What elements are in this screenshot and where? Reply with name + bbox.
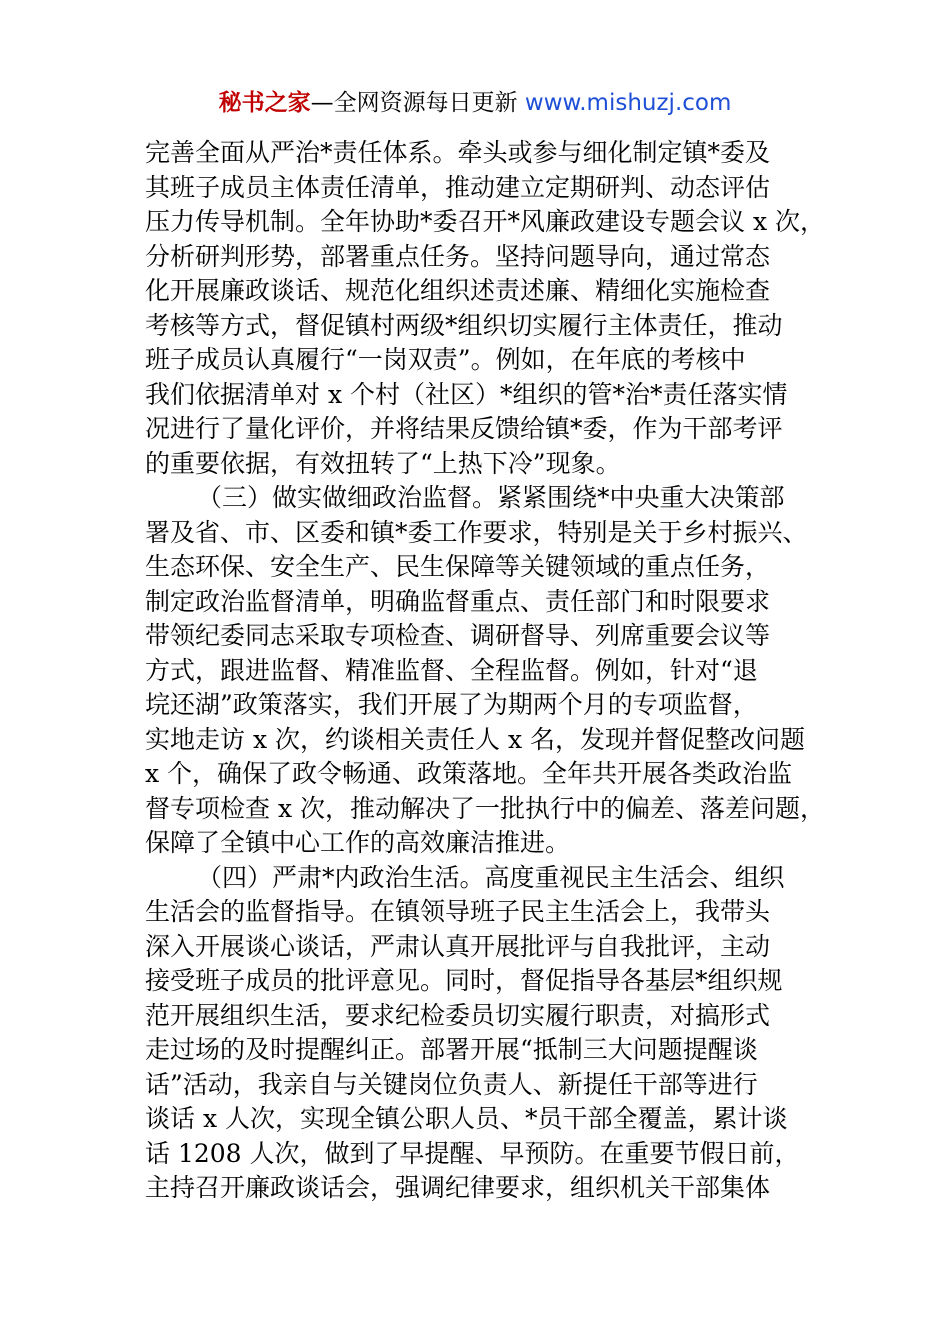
text-line: 深入开展谈心谈话，严肃认真开展批评与自我批评，主动 <box>145 931 771 961</box>
text-line: 生态环保、安全生产、民生保障等关键领域的重点任务， <box>145 552 771 581</box>
text-line: 制定政治监督清单，明确监督重点、责任部门和时限要求 <box>145 586 771 616</box>
text-line: 分析研判形势，部署重点任务。坚持问题导向，通过常态 <box>145 241 771 271</box>
text-line: 走过场的及时提醒纠正。部署开展“抵制三大问题提醒谈 <box>145 1035 758 1064</box>
text-line: 完善全面从严治*责任体系。牵头或参与细化制定镇*委及 <box>145 138 771 167</box>
text-line: 其班子成员主体责任清单，推动建立定期研判、动态评估 <box>145 172 771 202</box>
text-line: 实地走访 x 次，约谈相关责任人 x 名，发现并督促整改问题 <box>145 724 805 754</box>
text-line: 况进行了量化评价，并将结果反馈给镇*委，作为干部考评 <box>145 414 783 443</box>
section-heading-line: （三）做实做细政治监督。紧紧围绕*中央重大决策部 <box>197 483 785 512</box>
text-line: 范开展组织生活，要求纪检委员切实履行职责，对搞形式 <box>145 1000 771 1030</box>
document-body <box>145 136 825 1206</box>
text-line: 话”活动，我亲自与关键岗位负责人、新提任干部等进行 <box>145 1069 758 1099</box>
header-dash: — <box>310 90 334 116</box>
text-line: 化开展廉政谈话、规范化组织述责述廉、精细化实施检查 <box>145 276 771 305</box>
text-line: 接受班子成员的批评意见。同时，督促指导各基层*组织规 <box>145 966 783 995</box>
text-line: 署及省、市、区委和镇*委工作要求，特别是关于乡村振兴、 <box>145 517 808 547</box>
text-line: 带领纪委同志采取专项检查、调研督导、列席重要会议等 <box>145 621 771 650</box>
site-slogan: 全网资源每日更新 <box>333 90 518 116</box>
site-url-link[interactable]: www.mishuzj.com <box>524 90 732 116</box>
text-line: 生活会的监督指导。在镇领导班子民主生活会上，我带头 <box>145 897 771 926</box>
site-brand: 秘书之家 <box>218 90 311 116</box>
text-line: 保障了全镇中心工作的高效廉洁推进。 <box>145 828 571 857</box>
text-line: 督专项检查 x 次，推动解决了一批执行中的偏差、落差问题， <box>145 793 825 823</box>
text-line: 压力传导机制。全年协助*委召开*风廉政建设专题会议 x 次， <box>145 207 825 236</box>
text-line: 话 1208 人次，做到了早提醒、早预防。在重要节假日前， <box>145 1138 800 1168</box>
text-line: 的重要依据，有效扭转了“上热下冷”现象。 <box>145 448 621 478</box>
text-line: 我们依据清单对 x 个村（社区）*组织的管*治*责任落实情 <box>145 379 788 409</box>
site-header <box>0 86 950 120</box>
text-line: 班子成员认真履行“一岗双责”。例如，在年底的考核中 <box>145 345 746 374</box>
text-line: x 个，确保了政令畅通、政策落地。全年共开展各类政治监 <box>145 759 793 788</box>
text-line: 方式，跟进监督、精准监督、全程监督。例如，针对“退 <box>145 655 758 685</box>
text-line: 垸还湖”政策落实，我们开展了为期两个月的专项监督， <box>145 690 758 719</box>
text-line: 谈话 x 人次，实现全镇公职人员、*员干部全覆盖，累计谈 <box>145 1104 788 1133</box>
text-line: 主持召开廉政谈话会，强调纪律要求，组织机关干部集体 <box>145 1173 771 1202</box>
section-heading-line: （四）严肃*内政治生活。高度重视民主生活会、组织 <box>197 862 785 892</box>
text-line: 考核等方式，督促镇村两级*组织切实履行主体责任，推动 <box>145 310 783 340</box>
